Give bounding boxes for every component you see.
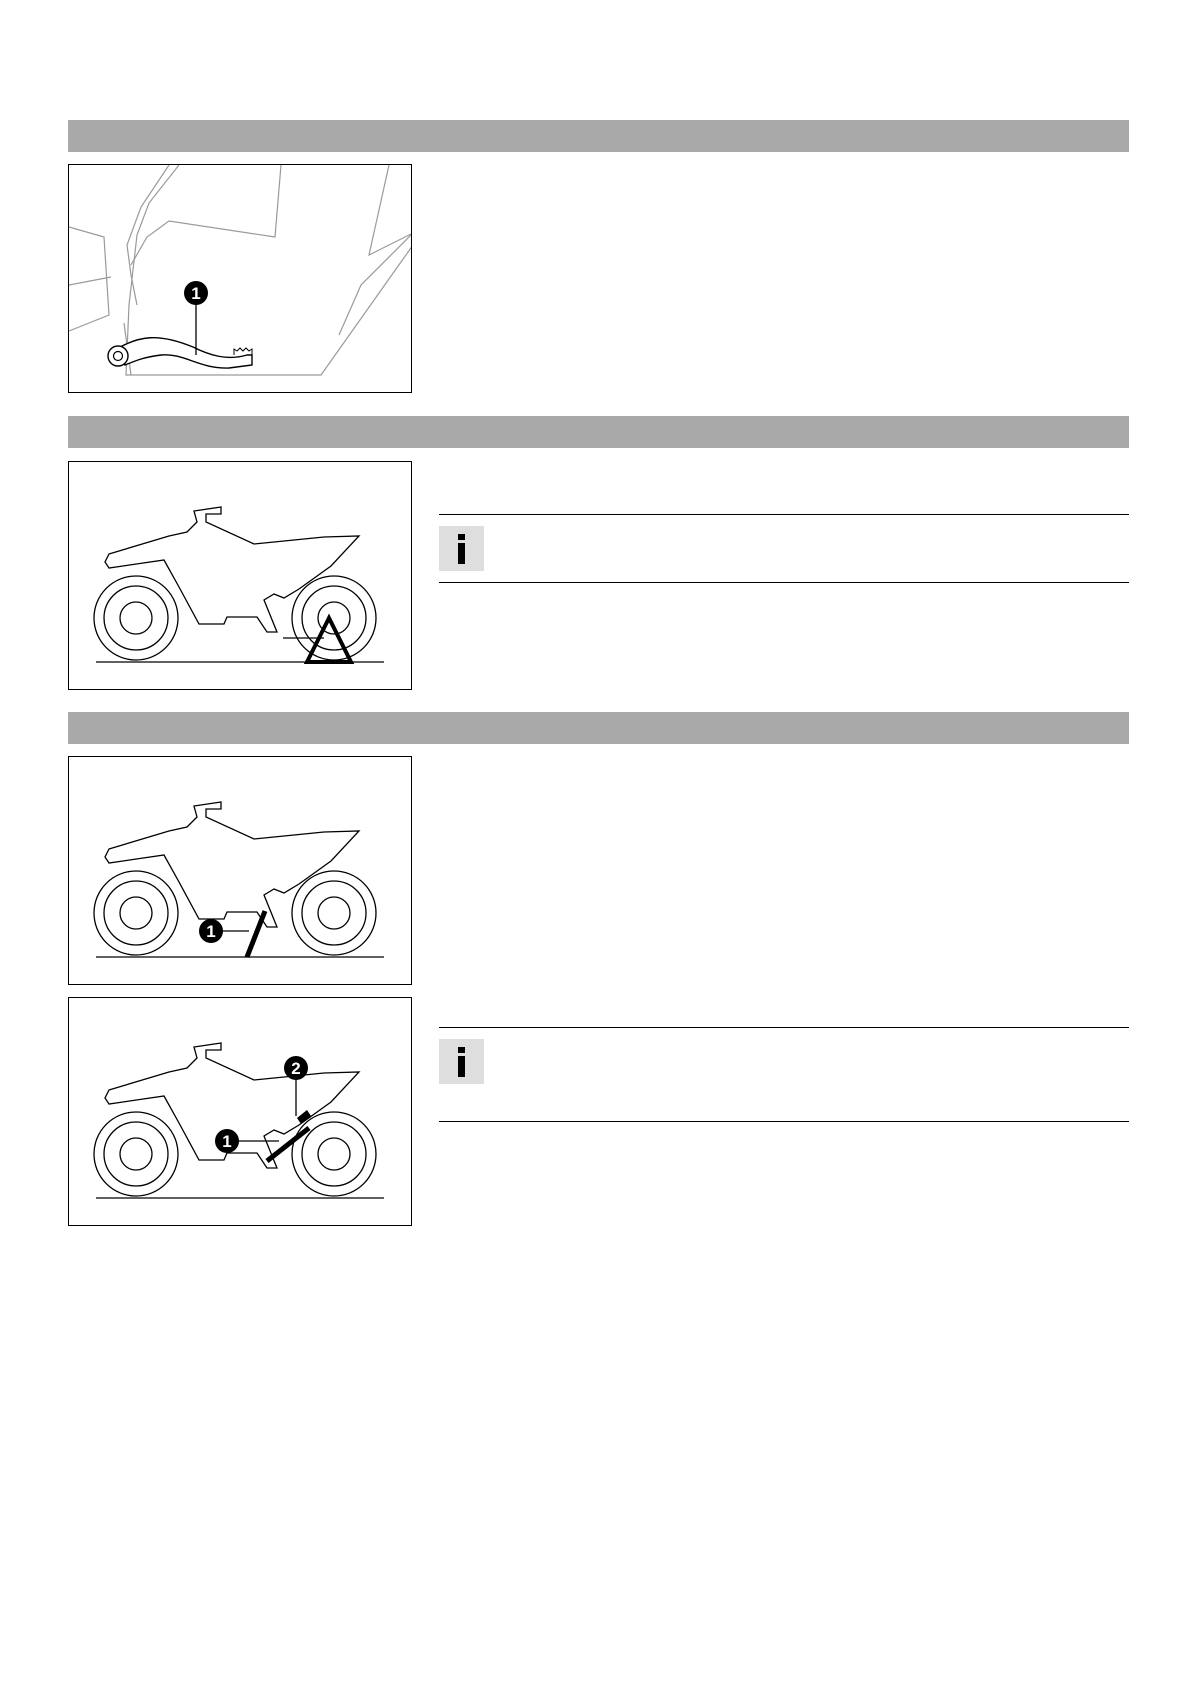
note-top-rule	[439, 514, 1129, 515]
figure-foot-brake-lever	[68, 164, 412, 393]
section-header-bar	[68, 120, 1129, 152]
info-icon	[439, 526, 484, 571]
side-stand-down-illustration	[69, 757, 412, 985]
callout-1	[184, 281, 208, 305]
callout-1	[199, 919, 223, 943]
note-bottom-rule	[439, 1121, 1129, 1122]
section-header-bar	[68, 712, 1129, 744]
figure-bike-on-stand	[68, 461, 412, 690]
callout-2	[284, 1056, 308, 1080]
svg-text:1: 1	[191, 284, 201, 303]
bike-on-stand-illustration	[69, 462, 412, 690]
note-text	[500, 1049, 1120, 1073]
note-text	[500, 536, 1120, 560]
svg-text:1: 1	[222, 1132, 232, 1151]
note-top-rule	[439, 1027, 1129, 1028]
section-header-bar	[68, 416, 1129, 448]
side-stand-folded-illustration	[69, 998, 412, 1226]
info-icon	[439, 1039, 484, 1084]
callout-1	[215, 1129, 239, 1153]
figure-side-stand-folded	[68, 997, 412, 1226]
figure-side-stand-down	[68, 756, 412, 985]
foot-lever-illustration	[69, 165, 412, 393]
note-bottom-rule	[439, 582, 1129, 583]
svg-text:1: 1	[206, 922, 216, 941]
svg-text:2: 2	[291, 1059, 301, 1078]
